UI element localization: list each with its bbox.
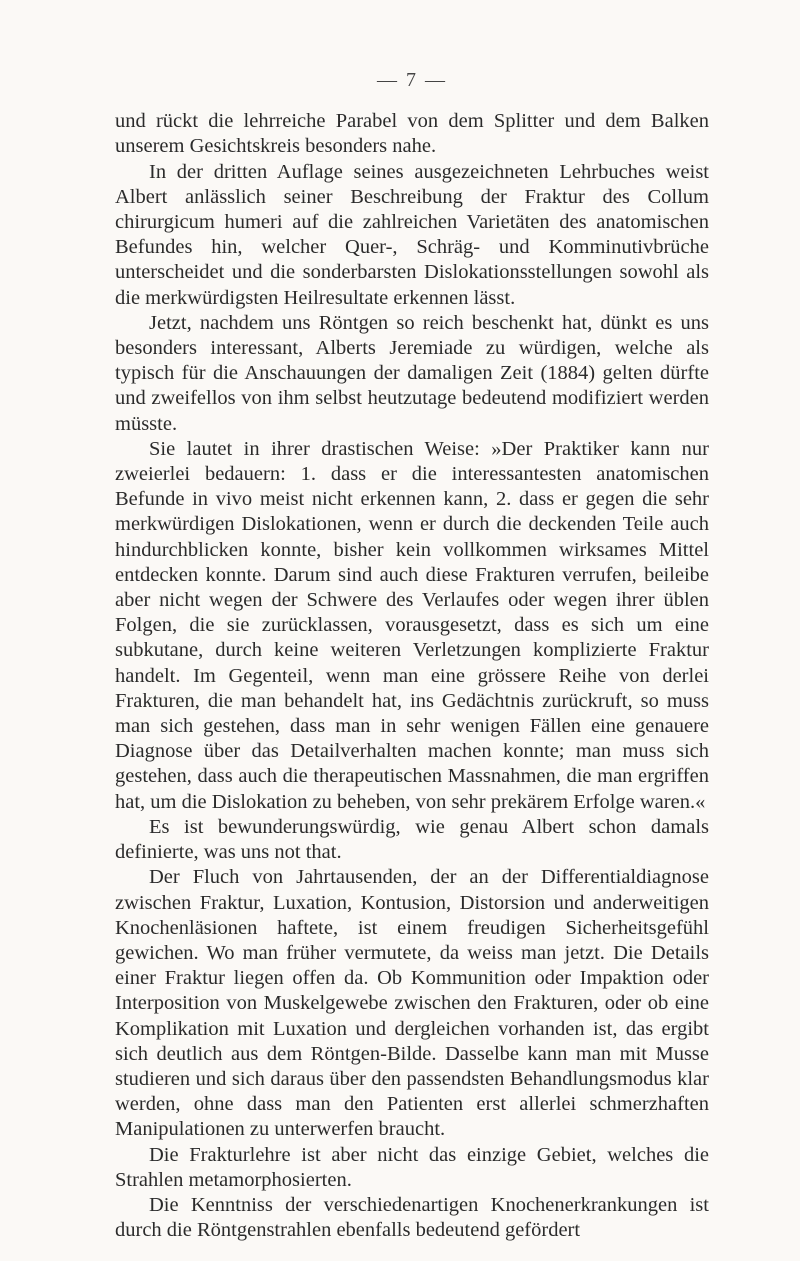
paragraph-6: Der Fluch von Jahrtausenden, der an der Differentialdiagnose zwischen Fraktur, Luxation, Kontusion, Distorsion und anderweitigen Knochenläsionen haftete, ist einem freudigen Sicherheitsgefühl gewichen. Wo man früher vermutete, da weiss man jetzt. Die Details einer Fraktur liegen offen da. Ob Kommunition oder Impaktion oder Interposition von Muskelgewebe zwischen den Frakturen, oder ob eine Komplikation mit Luxation und dergleichen vorhanden ist, das ergibt sich deutlich aus dem Röntgen-Bilde. Dasselbe kann man mit Musse studieren und sich daraus über den passendsten Behandlungsmodus klar werden, ohne dass man den Patienten erst allerlei schmerzhaften Manipulationen zu unterwerfen braucht. [115, 866, 709, 1141]
paragraph-2: In der dritten Auflage seines ausgezeichneten Lehrbuches weist Albert anlässlich seiner Beschreibung der Fraktur des Collum chirurgicum humeri auf die zahlreichen Varietäten des anatomischen Befundes hin, welcher Quer-, Schräg- und Komminutivbrüche unterscheidet und die sonderbarsten Dislokationsstellungen sowohl als die merkwürdigsten Heilresultate erkennen lässt. [115, 160, 709, 309]
paragraph-8: Die Kenntniss der verschiedenartigen Knochenerkrankungen ist durch die Röntgenstrahlen ebenfalls bedeutend gefördert [115, 1193, 709, 1242]
paragraph-1: und rückt die lehrreiche Parabel von dem Splitter und dem Balken unserem Gesichtskreis besonders nahe. [115, 110, 709, 158]
paragraph-7: Die Frakturlehre ist aber nicht das einzige Gebiet, welches die Strahlen metamorphosierten. [115, 1143, 709, 1191]
paragraph-5: Es ist bewunderungswürdig, wie genau Albert schon damals definierte, was uns not that. [115, 815, 709, 864]
paragraph-3: Jetzt, nachdem uns Röntgen so reich beschenkt hat, dünkt es uns besonders interessant, Alberts Jeremiade zu würdigen, welche als typisch für die Anschauungen der damaligen Zeit (1884) gelten dürfte und zweifellos von ihm selbst heutzutage bedeutend modifiziert werden müsste. [115, 311, 709, 435]
paragraph-4: Sie lautet in ihrer drastischen Weise: »Der Praktiker kann nur zweierlei bedauern: 1. dass er die interessantesten anatomischen Befunde in vivo meist nicht erkennen kann, 2. dass er gegen die sehr merkwürdigen Dislokationen, wenn er durch die deckenden Teile auch hindurchblicken konnte, bisher kein vollkommen wirksames Mittel entdecken konnte. Darum sind auch diese Frakturen verrufen, beileibe aber nicht wegen der Schwere des Verlaufes oder wegen ihrer üblen Folgen, die sie zurücklassen, vorausgesetzt, dass es sich um eine subkutane, durch keine weiteren Verletzungen komplizierte Fraktur handelt. Im Gegenteil, wenn man eine grössere Reihe von derlei Frakturen, die man behandelt hat, ins Gedächtnis zurückruft, so muss man sich gestehen, dass man in sehr wenigen Fällen eine genauere Diagnose über das Detailverhalten machen konnte; man muss sich gestehen, dass auch die therapeutischen Massnahmen, die man ergriffen hat, um die Dislokation zu beheben, von sehr prekärem Erfolge waren.« [115, 437, 709, 813]
document-page [115, 68, 709, 1243]
page-number: — 7 — [377, 69, 447, 91]
